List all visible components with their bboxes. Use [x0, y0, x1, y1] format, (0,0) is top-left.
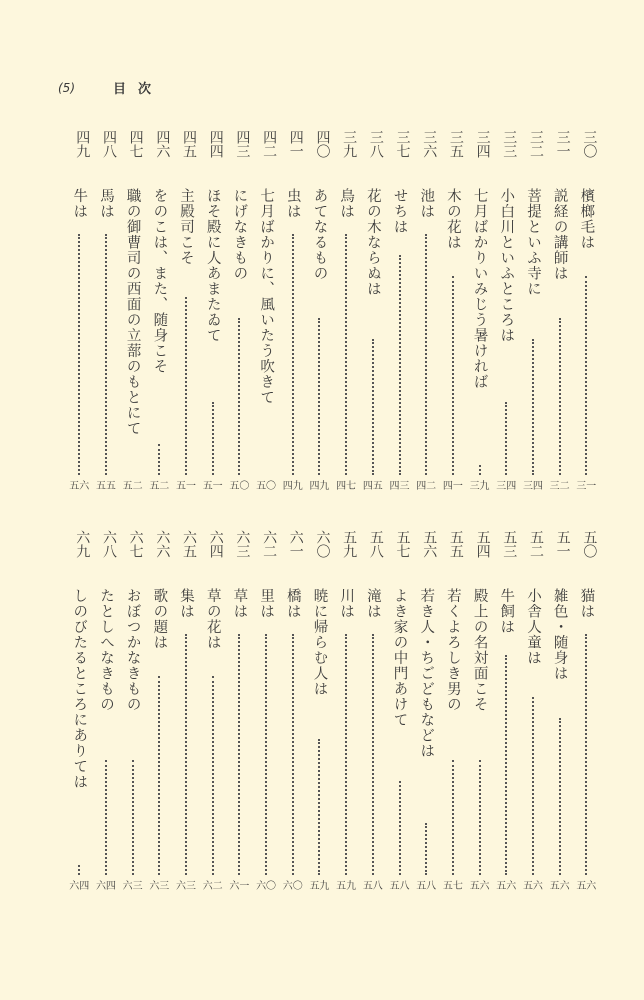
toc-entry[interactable]: [333, 530, 360, 910]
page-ref: 三四: [522, 481, 543, 492]
page-ref: 三九: [469, 481, 490, 492]
toc-entry[interactable]: [547, 530, 574, 910]
toc-entry[interactable]: [226, 530, 253, 910]
page-ref: 六〇: [256, 881, 277, 892]
section-number: 四八: [100, 130, 117, 158]
section-number: 六〇: [314, 530, 331, 558]
page-ref: 五八: [362, 881, 383, 892]
toc-entry[interactable]: [413, 530, 440, 910]
entry-title: しのびたるところにありては: [71, 588, 88, 790]
entry-title: 猫は: [578, 588, 595, 619]
entry-title: 主殿司こそ: [178, 188, 194, 266]
page-ref: 四五: [362, 481, 383, 492]
section-number: 四一: [287, 130, 304, 158]
toc-entry[interactable]: [200, 130, 227, 510]
toc-entry[interactable]: [467, 530, 494, 910]
entry-title: あてなるもの: [311, 188, 328, 281]
page-ref: 五九: [336, 881, 357, 892]
section-number: 三八: [367, 130, 384, 158]
section-number: 六四: [207, 530, 224, 558]
section-number: 四四: [207, 130, 224, 158]
toc-entry[interactable]: [306, 530, 333, 910]
toc-entry[interactable]: [467, 130, 494, 510]
leader-dots: [585, 276, 589, 475]
section-number: 六九: [74, 530, 91, 558]
entry-title: 雑色・随身は: [551, 588, 568, 681]
leader-dots: [479, 760, 483, 875]
leader-dots: [345, 234, 349, 475]
toc-entry[interactable]: [547, 130, 574, 510]
leader-dots: [479, 465, 483, 475]
page-ref: 五六: [522, 881, 543, 892]
page-ref: 四九: [282, 481, 303, 492]
leader-dots: [158, 676, 162, 875]
page-ref: 三四: [496, 481, 517, 492]
entry-title: 若き人・ちごどもなどは: [418, 588, 435, 759]
section-number: 五〇: [581, 530, 598, 558]
section-number: 四七: [127, 130, 144, 158]
entry-title: 檳榔毛は: [578, 188, 595, 250]
leader-dots: [505, 402, 509, 475]
page-ref: 六三: [122, 881, 143, 892]
toc-entry[interactable]: [93, 130, 120, 510]
entry-title: 若くよろしき男の: [444, 588, 461, 712]
leader-dots: [452, 760, 456, 875]
section-number: 四二: [261, 130, 278, 158]
section-number: 六八: [100, 530, 117, 558]
section-number: 五六: [421, 530, 438, 558]
entry-title: 木の花は: [444, 188, 461, 250]
entry-title: 鳥は: [338, 188, 355, 219]
leader-dots: [559, 718, 563, 875]
entry-title: 職の御曹司の西面の立蔀のもとにて: [124, 188, 141, 436]
page-ref: 三二: [549, 481, 570, 492]
entry-title: 橋は: [284, 588, 301, 619]
entry-title: 草は: [231, 588, 248, 619]
page-ref: 五九: [309, 881, 330, 892]
leader-dots: [185, 634, 189, 875]
entry-title: にげなきもの: [231, 188, 248, 281]
toc-entry[interactable]: [520, 530, 547, 910]
toc-entry[interactable]: [306, 130, 333, 510]
entry-title: 集は: [178, 588, 194, 619]
toc-upper-block: [40, 130, 600, 510]
toc-entry[interactable]: [333, 130, 360, 510]
entry-title: をのこは、また、随身こそ: [151, 188, 168, 374]
section-number: 五四: [474, 530, 491, 558]
entry-title: 草の花は: [204, 588, 221, 650]
section-number: 四三: [234, 130, 251, 158]
toc-entry[interactable]: [120, 530, 147, 910]
entry-title: 牛飼は: [498, 588, 515, 635]
section-number: 五九: [341, 530, 358, 558]
entry-title: せちは: [391, 188, 408, 235]
entry-title: 説経の講師は: [551, 188, 568, 281]
page-ref: 五一: [176, 481, 196, 492]
leader-dots: [372, 339, 376, 475]
page-ref: 五〇: [256, 481, 277, 492]
entry-title: 滝は: [364, 588, 381, 619]
toc-entry[interactable]: [493, 530, 520, 910]
leader-dots: [345, 634, 349, 875]
toc-entry[interactable]: [387, 530, 414, 910]
toc-entry[interactable]: [66, 130, 93, 510]
toc-entry[interactable]: [493, 130, 520, 510]
page-ref: 五六: [549, 881, 570, 892]
toc-entry[interactable]: [120, 130, 147, 510]
toc-entry[interactable]: [280, 130, 307, 510]
page-ref: 五五: [95, 481, 116, 492]
entry-title: 歌の題は: [151, 588, 168, 650]
entry-title: ほそ殿に人あまたゐて: [204, 188, 221, 343]
section-number: 三五: [447, 130, 464, 158]
toc-entry[interactable]: [413, 130, 440, 510]
page-ref: 五六: [496, 881, 517, 892]
entry-title: 小舎人童は: [524, 588, 541, 666]
section-number: 五八: [367, 530, 384, 558]
leader-dots: [425, 234, 429, 475]
page-ref: 六三: [149, 881, 170, 892]
section-number: 四九: [74, 130, 91, 158]
leader-dots: [212, 676, 216, 875]
leader-dots: [318, 739, 322, 875]
toc-entry[interactable]: [146, 530, 173, 910]
section-number: 六七: [127, 530, 144, 558]
entry-title: 七月ばかりいみじう暑ければ: [471, 188, 488, 390]
leader-dots: [132, 760, 136, 875]
section-number: 五七: [394, 530, 411, 558]
leader-dots: [238, 634, 242, 875]
toc-entry[interactable]: [226, 130, 253, 510]
section-number: 三一: [554, 130, 571, 158]
entry-title: 馬は: [97, 188, 114, 219]
page-ref: 五一: [202, 481, 223, 492]
entry-title: 池は: [418, 188, 435, 219]
leader-dots: [399, 781, 403, 875]
page-ref: 四一: [442, 481, 463, 492]
section-number: 六二: [261, 530, 278, 558]
page-header: [58, 78, 163, 97]
toc-entry[interactable]: [280, 530, 307, 910]
leader-dots: [585, 634, 589, 875]
leader-dots: [78, 865, 82, 875]
leader-dots: [559, 318, 563, 475]
page-number: (5): [58, 80, 75, 95]
section-number: 三四: [474, 130, 491, 158]
section-number: 三二: [527, 130, 544, 158]
page-ref: 五六: [469, 881, 490, 892]
entry-title: 暁に帰らむ人は: [311, 588, 328, 697]
section-number: 三七: [394, 130, 411, 158]
page-ref: 五八: [416, 881, 437, 892]
toc-entry[interactable]: [573, 130, 600, 510]
section-number: 五五: [447, 530, 464, 558]
toc-entry[interactable]: [360, 530, 387, 910]
leader-dots: [185, 297, 189, 475]
section-number: 四五: [181, 130, 197, 158]
toc-entry[interactable]: [200, 530, 227, 910]
entry-title: 川は: [338, 588, 355, 619]
toc-entry[interactable]: [360, 130, 387, 510]
page-ref: 五六: [576, 881, 597, 892]
page-ref: 六〇: [282, 881, 303, 892]
leader-dots: [105, 760, 109, 875]
leader-dots: [505, 655, 509, 875]
toc-entry[interactable]: [146, 130, 173, 510]
entry-title: 七月ばかりに、風いたう吹きて: [258, 188, 275, 405]
page-ref: 五二: [149, 481, 170, 492]
entry-title: 花の木ならぬは: [364, 188, 381, 297]
page-ref: 五二: [122, 481, 143, 492]
entry-title: 殿上の名対面こそ: [471, 588, 488, 712]
page-ref: 四三: [389, 481, 410, 492]
entry-title: 小白川といふところは: [498, 188, 515, 343]
toc-entry[interactable]: [440, 530, 467, 910]
section-number: 四六: [154, 130, 171, 158]
page-ref: 六四: [95, 881, 116, 892]
toc-entry[interactable]: [253, 530, 280, 910]
leader-dots: [158, 444, 162, 475]
section-number: 三〇: [581, 130, 598, 158]
toc-entry[interactable]: [66, 530, 93, 910]
page-ref: 六一: [229, 881, 250, 892]
entry-title: 牛は: [71, 188, 88, 219]
toc-entry[interactable]: [520, 130, 547, 510]
section-number: 三九: [341, 130, 358, 158]
entry-title: おぼつかなきもの: [124, 588, 141, 712]
leader-dots: [399, 255, 403, 475]
toc-entry[interactable]: [440, 130, 467, 510]
leader-dots: [78, 234, 82, 475]
leader-dots: [212, 402, 216, 475]
section-number: 六一: [287, 530, 304, 558]
page-title: 目次: [113, 82, 164, 97]
section-number: 六三: [234, 530, 251, 558]
entry-title: 菩提といふ寺に: [524, 188, 541, 297]
page-ref: 三一: [576, 481, 597, 492]
toc-entry[interactable]: [253, 130, 280, 510]
page-ref: 五六: [69, 481, 90, 492]
leader-dots: [292, 234, 296, 475]
page-ref: 四七: [336, 481, 357, 492]
leader-dots: [265, 634, 269, 875]
toc-entry[interactable]: [93, 530, 120, 910]
toc-entry[interactable]: [387, 130, 414, 510]
section-number: 五三: [501, 530, 518, 558]
page-ref: 五八: [389, 881, 410, 892]
entry-title: たとしへなきもの: [97, 588, 114, 712]
leader-dots: [238, 318, 242, 475]
leader-dots: [532, 339, 536, 475]
leader-dots: [292, 634, 296, 875]
section-number: 六五: [181, 530, 197, 558]
entry-title: よき家の中門あけて: [391, 588, 408, 728]
section-number: 五一: [554, 530, 571, 558]
page-ref: 五〇: [229, 481, 250, 492]
toc-entry[interactable]: [173, 530, 200, 910]
page-ref: 六四: [69, 881, 90, 892]
leader-dots: [372, 634, 376, 875]
entry-title: 里は: [258, 588, 275, 619]
toc-entry[interactable]: [573, 530, 600, 910]
leader-dots: [452, 276, 456, 475]
leader-dots: [318, 318, 322, 475]
leader-dots: [105, 234, 109, 475]
leader-dots: [532, 697, 536, 875]
page-ref: 四二: [416, 481, 437, 492]
section-number: 五二: [527, 530, 544, 558]
page-ref: 六二: [202, 881, 223, 892]
page-ref: 四九: [309, 481, 330, 492]
page-ref: 六三: [176, 881, 196, 892]
section-number: 三六: [421, 130, 438, 158]
entry-title: 虫は: [284, 188, 301, 219]
section-number: 三三: [501, 130, 518, 158]
toc-lower-block: [40, 530, 600, 910]
toc-entry[interactable]: [173, 130, 200, 510]
leader-dots: [425, 823, 429, 875]
section-number: 六六: [154, 530, 171, 558]
section-number: 四〇: [314, 130, 331, 158]
page-ref: 五七: [442, 881, 463, 892]
